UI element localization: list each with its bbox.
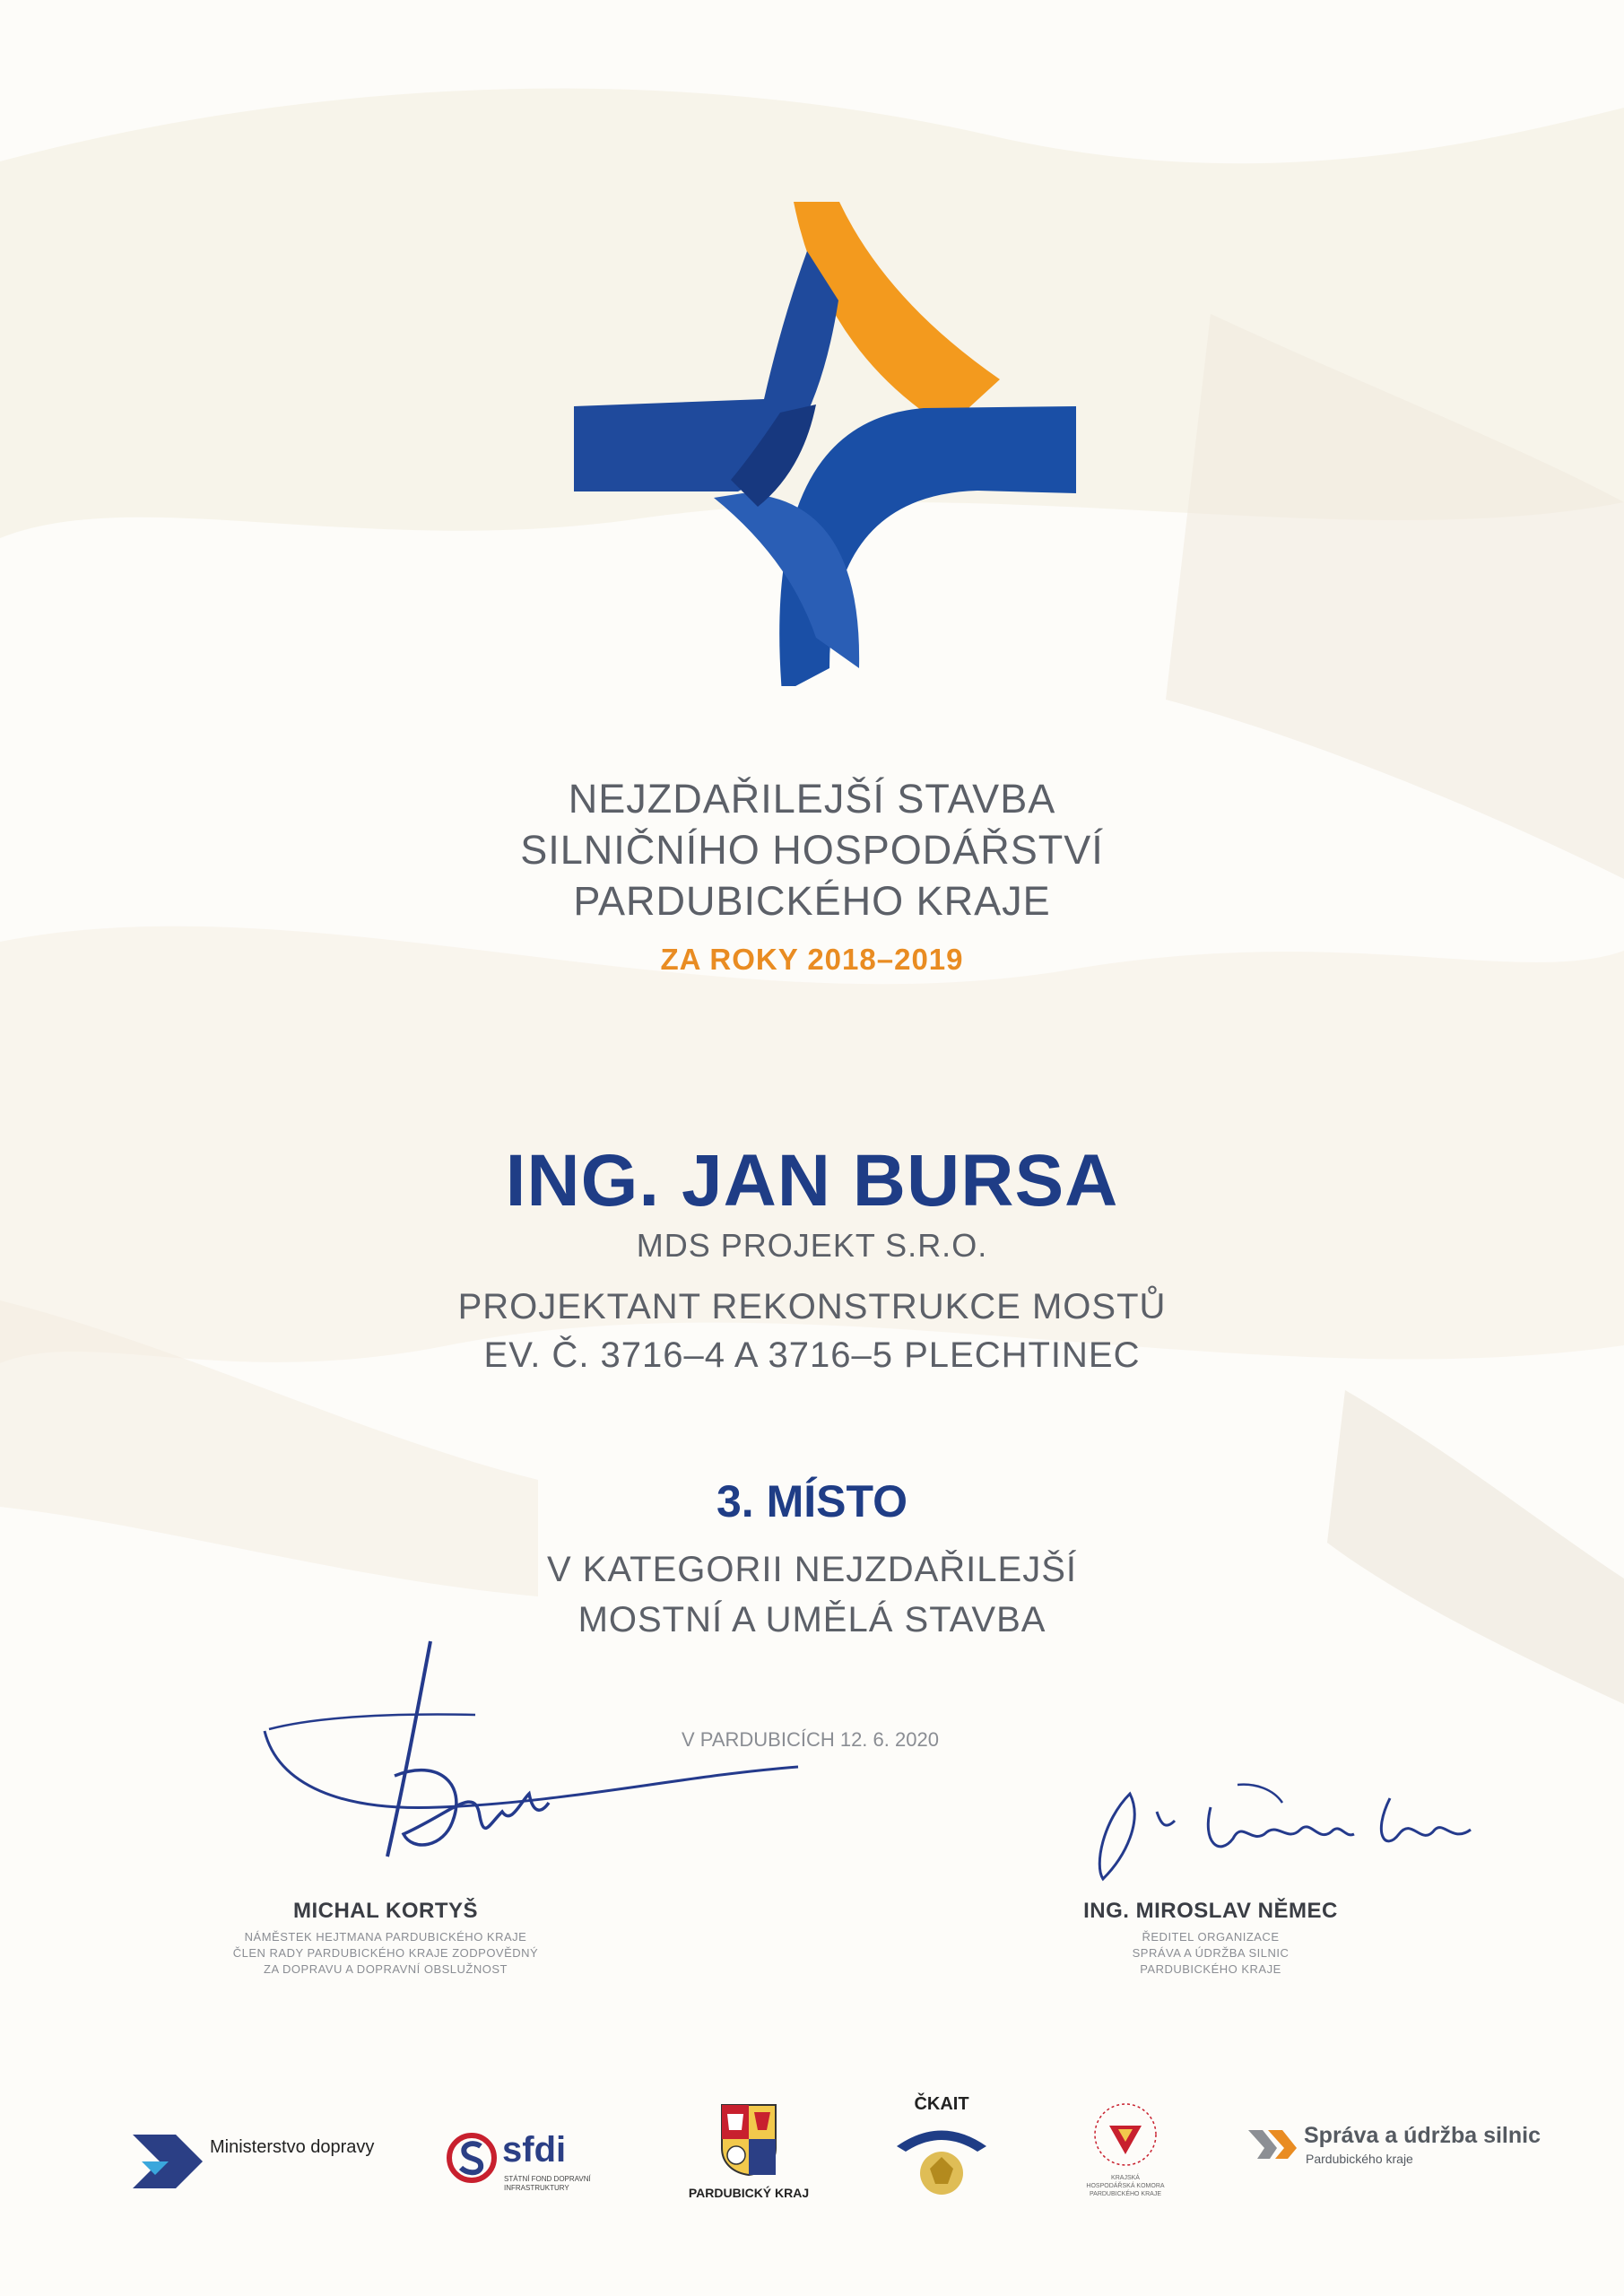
signatory-title-line: SPRÁVA A ÚDRŽBA SILNIC xyxy=(1132,1946,1290,1960)
signatory-title-line: ŘEDITEL ORGANIZACE xyxy=(1142,1930,1280,1944)
category-line: V KATEGORII NEJZDAŘILEJŠÍ xyxy=(546,1550,1078,1589)
signatory-kortys xyxy=(206,1899,565,1978)
ministry-arrow-icon xyxy=(133,2130,204,2193)
award-years: ZA ROKY 2018–2019 xyxy=(660,943,964,976)
ckait-label: ČKAIT xyxy=(914,2094,969,2114)
pardubicky-kraj-label: PARDUBICKÝ KRAJ xyxy=(688,2186,810,2200)
award-title-line: NEJZDAŘILEJŠÍ STAVBA xyxy=(568,776,1056,822)
award-title-line: SILNIČNÍHO HOSPODÁŘSTVÍ xyxy=(520,827,1104,873)
ministry-label: Ministerstvo dopravy xyxy=(210,2137,375,2157)
sfdi-subtitle xyxy=(504,2175,591,2193)
recipient-role-line: EV. Č. 3716–4 A 3716–5 PLECHTINEC xyxy=(483,1335,1141,1375)
susp-logo xyxy=(1246,2121,1541,2193)
chamber-label-line: PARDUBICKÉHO KRAJE xyxy=(1090,2191,1161,2197)
ckait-logo xyxy=(888,2094,995,2211)
chamber-of-commerce-logo xyxy=(1072,2099,1179,2206)
signatory-title-line: ZA DOPRAVU A DOPRAVNÍ OBSLUŽNOST xyxy=(264,1962,508,1976)
susp-subtitle: Pardubického kraje xyxy=(1306,2152,1413,2166)
signatory-name: MICHAL KORTYŠ xyxy=(292,1899,479,1923)
chamber-emblem-icon xyxy=(1090,2099,1161,2170)
signature-kortys xyxy=(260,1632,816,1901)
category xyxy=(0,1544,1624,1645)
recipient-role-line: PROJEKTANT REKONSTRUKCE MOSTŮ xyxy=(457,1287,1167,1326)
signatory-name: ING. MIROSLAV NĚMEC xyxy=(1083,1899,1338,1923)
placement: 3. MÍSTO xyxy=(716,1476,908,1526)
sfdi-logo xyxy=(447,2130,635,2202)
sfdi-subtitle-line: STÁTNÍ FOND DOPRAVNÍ xyxy=(504,2175,591,2183)
chamber-label-line: HOSPODÁŘSKÁ KOMORA xyxy=(1086,2183,1165,2189)
ministry-logo xyxy=(133,2121,402,2202)
coat-of-arms-icon xyxy=(720,2103,777,2177)
signatory-title-line: PARDUBICKÉHO KRAJE xyxy=(1140,1962,1281,1976)
susp-title: Správa a údržba silnic xyxy=(1304,2123,1541,2148)
signature-nemec xyxy=(1076,1758,1507,1892)
award-title-line: PARDUBICKÉHO KRAJE xyxy=(573,878,1051,924)
signatory-title-line: NÁMĚSTEK HEJTMANA PARDUBICKÉHO KRAJE xyxy=(244,1930,527,1944)
recipient-name: ING. JAN BURSA xyxy=(505,1140,1119,1222)
chamber-label xyxy=(1072,2174,1179,2198)
susp-road-icon xyxy=(1246,2123,1300,2168)
award-title xyxy=(0,773,1624,926)
pardubicky-kraj-logo xyxy=(677,2103,821,2211)
recipient-company: MDS PROJEKT S.R.O. xyxy=(636,1227,988,1264)
sfdi-subtitle-line: INFRASTRUKTURY xyxy=(504,2184,569,2192)
category-line: MOSTNÍ A UMĚLÁ STAVBA xyxy=(578,1600,1046,1639)
signatory-title-line: ČLEN RADY PARDUBICKÉHO KRAJE ZODPOVĚDNÝ xyxy=(232,1946,539,1960)
ckait-emblem-icon xyxy=(892,2119,991,2209)
date-line: V PARDUBICÍCH 12. 6. 2020 xyxy=(682,1728,939,1751)
recipient-role xyxy=(0,1283,1624,1379)
sfdi-emblem-icon xyxy=(447,2130,497,2186)
award-emblem-logo xyxy=(574,202,1076,686)
signatory-nemec xyxy=(1040,1899,1381,1978)
sfdi-label: sfdi xyxy=(502,2130,567,2170)
chamber-label-line: KRAJSKÁ xyxy=(1111,2175,1140,2181)
